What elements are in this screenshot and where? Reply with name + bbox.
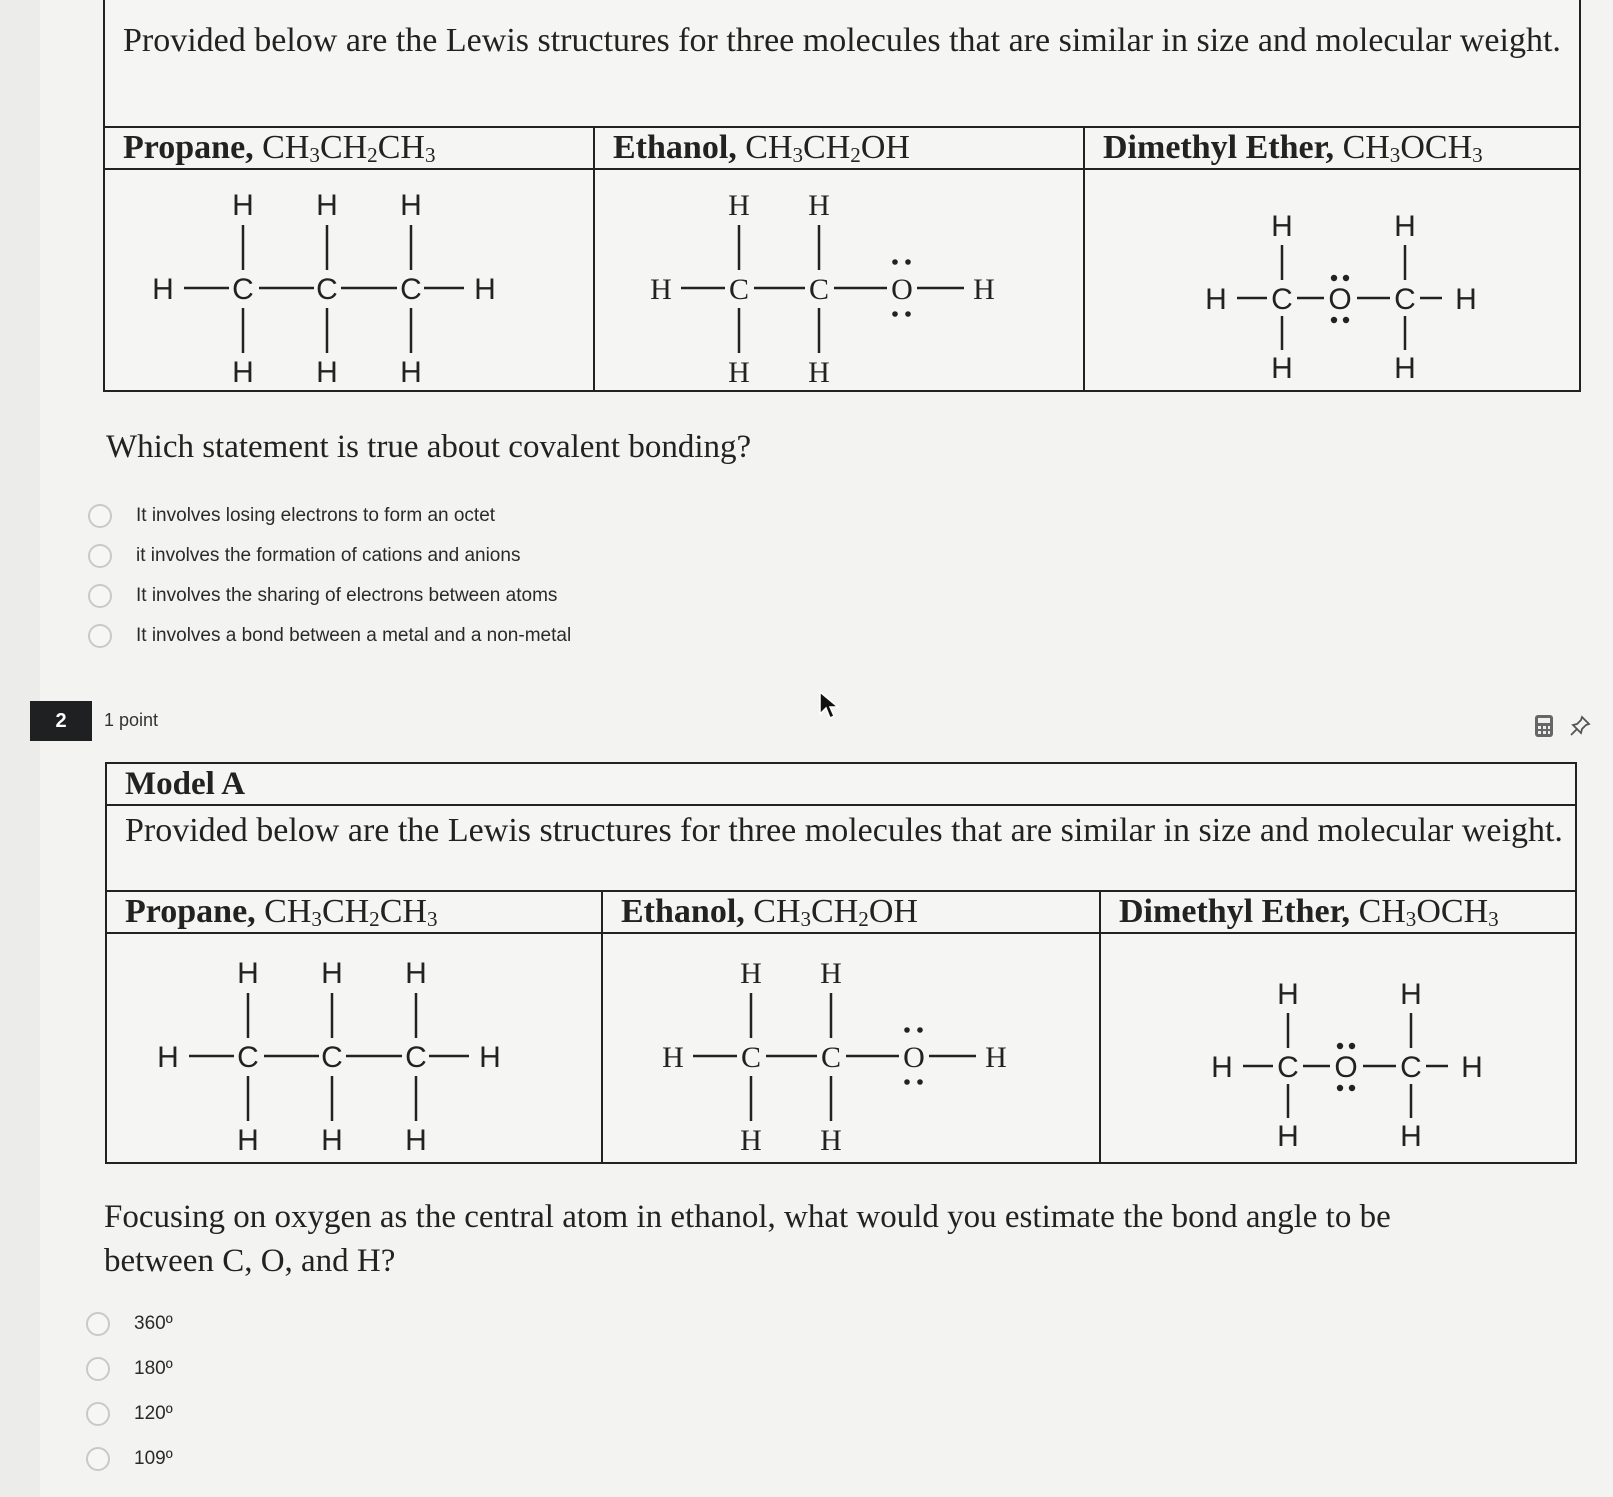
q2-option-4[interactable] <box>86 1443 173 1475</box>
svg-text:O: O <box>891 273 913 306</box>
svg-text:H: H <box>1461 1051 1483 1084</box>
svg-text:H: H <box>1271 352 1293 385</box>
question-2-prompt: Focusing on oxygen as the central atom in ethanol, what would you estimate the bond angle to be between C, O, and H? <box>104 1199 1391 1279</box>
svg-text:H: H <box>662 1041 684 1074</box>
svg-text:H: H <box>1455 283 1477 316</box>
q1-option-3[interactable] <box>88 580 557 612</box>
svg-text:H: H <box>820 1124 842 1157</box>
ethanol-structure <box>602 933 1100 1163</box>
svg-text:C: C <box>1271 283 1293 316</box>
ethanol-lewis-diagram <box>619 170 1059 390</box>
svg-text:H: H <box>479 1041 501 1074</box>
svg-text:C: C <box>1277 1051 1299 1084</box>
option-label: 120º <box>134 1403 173 1424</box>
propane-header: Propane, $CH_3CH_2CH_3$ <box>104 127 594 169</box>
dimethyl-ether-lewis-diagram <box>1118 938 1558 1158</box>
svg-text:C: C <box>237 1041 259 1074</box>
propane-structure <box>106 933 602 1163</box>
propane-lewis-diagram <box>129 170 569 390</box>
q1-option-1[interactable] <box>88 500 495 532</box>
ethanol-lewis-diagram <box>631 938 1071 1158</box>
svg-text:H: H <box>808 356 830 389</box>
svg-text:C: C <box>405 1041 427 1074</box>
svg-text:C: C <box>1400 1051 1422 1084</box>
dimethyl-ether-structure <box>1084 169 1580 391</box>
option-label: It involves the sharing of electrons between atoms <box>136 585 558 606</box>
svg-text:H: H <box>405 957 427 990</box>
radio-button[interactable] <box>88 544 112 568</box>
radio-button[interactable] <box>88 504 112 528</box>
svg-text:H: H <box>152 273 174 306</box>
svg-text:H: H <box>321 1124 343 1157</box>
svg-text:H: H <box>1205 283 1227 316</box>
svg-text:H: H <box>1277 1120 1299 1153</box>
model-table-q2 <box>105 762 1577 1164</box>
question-points: 1 point <box>104 710 159 730</box>
svg-text:H: H <box>232 189 254 222</box>
svg-text:H: H <box>157 1041 179 1074</box>
option-label: It involves a bond between a metal and a non-metal <box>136 625 572 646</box>
q2-option-1[interactable] <box>86 1308 173 1340</box>
svg-text:C: C <box>1394 283 1416 316</box>
q1-option-4[interactable] <box>88 620 571 652</box>
question-1-prompt: Which statement is true about covalent bonding? <box>106 429 752 465</box>
dimethyl-ether-structure <box>1100 933 1576 1163</box>
svg-text:H: H <box>400 356 422 389</box>
svg-text:H: H <box>405 1124 427 1157</box>
propane-lewis-diagram <box>134 938 574 1158</box>
option-label: it involves the formation of cations and anions <box>136 545 521 566</box>
svg-text:H: H <box>728 356 750 389</box>
model-intro: Provided below are the Lewis structures for three molecules that are similar in size and molecular weight. <box>104 0 1580 127</box>
svg-text:H: H <box>1400 1120 1422 1153</box>
ethanol-header: Ethanol, $CH_3CH_2OH$ <box>602 891 1100 933</box>
svg-text:C: C <box>400 273 422 306</box>
svg-text:H: H <box>321 957 343 990</box>
model-title: Model A <box>106 763 1576 805</box>
svg-text:H: H <box>400 189 422 222</box>
mouse-cursor-icon <box>818 690 840 722</box>
dimethyl-ether-header: Dimethyl Ether, $CH_3OCH_3$ <box>1084 127 1580 169</box>
radio-button[interactable] <box>86 1357 110 1381</box>
svg-text:H: H <box>740 957 762 990</box>
svg-text:C: C <box>808 273 830 306</box>
svg-text:C: C <box>728 273 750 306</box>
radio-button[interactable] <box>88 584 112 608</box>
calculator-icon-glyph <box>1533 714 1555 738</box>
svg-text:H: H <box>316 189 338 222</box>
ethanol-header: Ethanol, $CH_3CH_2OH$ <box>594 127 1084 169</box>
dimethyl-ether-header: Dimethyl Ether, $CH_3OCH_3$ <box>1100 891 1576 933</box>
svg-text:C: C <box>321 1041 343 1074</box>
svg-text:H: H <box>973 273 995 306</box>
q2-option-2[interactable] <box>86 1353 173 1385</box>
radio-button[interactable] <box>88 624 112 648</box>
svg-text:H: H <box>1394 210 1416 243</box>
model-intro: Provided below are the Lewis structures for three molecules that are similar in size and molecular weight. <box>106 805 1576 891</box>
svg-text:H: H <box>1211 1051 1233 1084</box>
option-label: 360º <box>134 1313 173 1334</box>
svg-text:H: H <box>1271 210 1293 243</box>
ethanol-structure <box>594 169 1084 391</box>
svg-text:H: H <box>474 273 496 306</box>
svg-text:O: O <box>1328 283 1352 316</box>
radio-button[interactable] <box>86 1402 110 1426</box>
svg-text:O: O <box>903 1041 925 1074</box>
svg-text:H: H <box>237 957 259 990</box>
svg-text:C: C <box>316 273 338 306</box>
svg-text:H: H <box>985 1041 1007 1074</box>
svg-text:C: C <box>820 1041 842 1074</box>
svg-text:H: H <box>820 957 842 990</box>
svg-text:H: H <box>1394 352 1416 385</box>
svg-text:C: C <box>232 273 254 306</box>
svg-text:H: H <box>740 1124 762 1157</box>
svg-text:C: C <box>740 1041 762 1074</box>
svg-text:H: H <box>316 356 338 389</box>
dimethyl-ether-lewis-diagram <box>1112 170 1552 390</box>
propane-structure <box>104 169 594 391</box>
svg-text:O: O <box>1334 1051 1358 1084</box>
propane-header: Propane, $CH_3CH_2CH_3$ <box>106 891 602 933</box>
q1-option-2[interactable] <box>88 540 520 572</box>
option-label: It involves losing electrons to form an octet <box>136 505 496 526</box>
q2-option-3[interactable] <box>86 1398 173 1430</box>
pin-icon[interactable] <box>1566 712 1594 740</box>
model-table-q1 <box>103 0 1581 392</box>
svg-text:H: H <box>1400 978 1422 1011</box>
option-label: 180º <box>134 1358 173 1379</box>
svg-text:H: H <box>650 273 672 306</box>
question-number-badge: 2 <box>30 701 92 741</box>
svg-text:H: H <box>808 189 830 222</box>
radio-button[interactable] <box>86 1447 110 1471</box>
radio-button[interactable] <box>86 1312 110 1336</box>
option-label: 109º <box>134 1448 173 1469</box>
pin-icon-glyph <box>1568 714 1592 738</box>
svg-text:H: H <box>1277 978 1299 1011</box>
svg-text:H: H <box>232 356 254 389</box>
svg-text:H: H <box>728 189 750 222</box>
svg-text:H: H <box>237 1124 259 1157</box>
calculator-icon[interactable] <box>1530 712 1558 740</box>
